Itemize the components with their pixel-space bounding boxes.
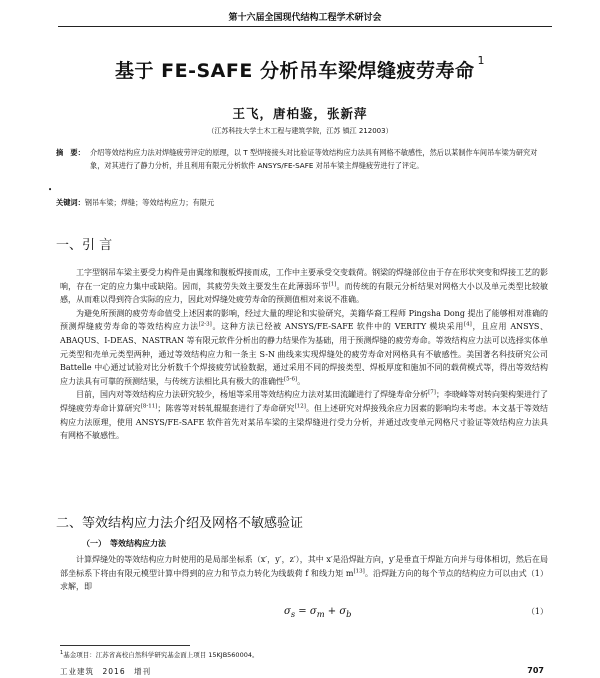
subsection-heading: （一） 等效结构应力法 — [82, 539, 166, 548]
title-footnote-mark: 1 — [477, 54, 485, 67]
equation-number: （1） — [526, 607, 548, 616]
keywords-text: 钢吊车梁；焊缝；等效结构应力；有限元 — [84, 198, 215, 207]
intro-body — [60, 266, 548, 443]
margin-mark: • — [48, 186, 53, 194]
running-header: 第十六届全国现代结构工程学术研讨会 — [228, 13, 382, 23]
keywords — [56, 198, 546, 208]
abstract — [56, 147, 546, 172]
equation-expression: $\sigma_s = \sigma_m + \sigma_b$ — [284, 606, 352, 619]
header-rule — [58, 26, 552, 27]
keywords-label: 关键词： — [56, 198, 85, 207]
paragraph-2: 为避免所预测的疲劳寿命值受上述因素的影响，经过大量的理论和实验研究，美籍华裔工程师 Pingsha Dong 提出了能够相对准确的预测焊缝疲劳寿命的等效结构应力法[2-3]。这种方法已经被 ANSYS/FE-SAFE 软件中的 VERITY 模块采用[4]，且应用 ANSYS、ABAQUS、I-DEAS、NASTRAN 等有限元软件分析出的静力结果作为基础，用于预测焊缝的疲劳寿命。等效结构应力法可以选择实体单元类型和壳单元类型两种，通过等效结构应力和一条主 S-N 曲线来实现焊缝处的疲劳寿命对网格具有不敏感性。美国著名科技研究公司 Battelle 中心通过试验对比分析数千个焊接疲劳试验数据，通过采用不同的焊接类型、焊板厚度和施加不同的载荷模式等，得出等效结构应力法具有可靠的预测结果，与传统方法相比具有极大的准确性[5-6]。 — [60, 308, 549, 386]
section-heading-intro: 一、引 言 — [56, 238, 113, 253]
title-text: 基于 FE-SAFE 分析吊车梁焊缝疲劳寿命 — [115, 60, 475, 82]
page-number: 707 — [527, 666, 544, 675]
journal-footer: 工业建筑 2016 增刊 — [60, 667, 152, 676]
paper-title — [0, 56, 600, 83]
paragraph-1: 工字型钢吊车梁主要受力构件是由翼缘和腹板焊接而成，工作中主要承受交变载荷。钢梁的焊缝部位由于存在形状突变和焊接工艺的影响，存在一定的应力集中或缺陷。因而，其疲劳失效主要发生在此薄弱环节[1]。而传统的有限元分析结果对网格大小以及单元类型比较敏感，从而难以得到符合实际的应力，因此对焊缝处疲劳寿命的预测值相对来说不准确。 — [60, 268, 549, 305]
method-body — [60, 553, 548, 594]
footnote-rule — [60, 645, 190, 646]
paragraph-3: 目前，国内对等效结构应力法研究较少，杨旭等采用等效结构应力法对某田流罐进行了焊缝寿命分析[7]；李晓峰等对转向架构架进行了焊缝疲劳寿命计算研究[8-11]；陈蓉等对转轧辊辊套进行了寿命研究[12]。但上述研究对焊接残余应力因素的影响均未考虑。本文基于等效结构应力法原理，使用 ANSYS/FE-SAFE 软件首先对某吊车梁的主梁焊缝进行受力分析，并通过改变单元网格尺寸验证等效结构应力法具有网格不敏感性。 — [60, 389, 549, 441]
section-heading-method: 二、等效结构应力法介绍及网格不敏感验证 — [56, 516, 304, 531]
author-list: 王飞，唐柏鉴，张新萍 — [232, 106, 368, 121]
paragraph-4: 计算焊缝处的等效结构应力时使用的是局部坐标系（x′，y′，z′），其中 x′是沿焊趾方向，y′是垂直于焊趾方向并与母体相切，然后在局部坐标系下将由有限元模型计算中得到的应力和节点力转化为线载荷 f 和线力矩 m[13]。沿焊趾方向的每个节点的结构应力可以由式（1）求解，即 — [60, 555, 548, 592]
abstract-text: 介绍等效结构应力法对焊缝疲劳评定的原理，以 T 型焊接接头对比验证等效结构应力法具有网格不敏感性，然后以某制作车间吊车梁为研究对象，对其进行了静力分析，并且利用有限元分析软件 ANSYS/FE-SAFE 对吊车梁主焊缝疲劳进行了评定。 — [90, 148, 538, 170]
footnote: $^1$基金项目：江苏省高校自然科学研究基金面上项目 15KJB560004。 — [60, 650, 259, 660]
affiliation: （江苏科技大学土木工程与建筑学院，江苏 镇江 212003） — [207, 127, 393, 135]
abstract-label: 摘 要： — [56, 148, 85, 157]
